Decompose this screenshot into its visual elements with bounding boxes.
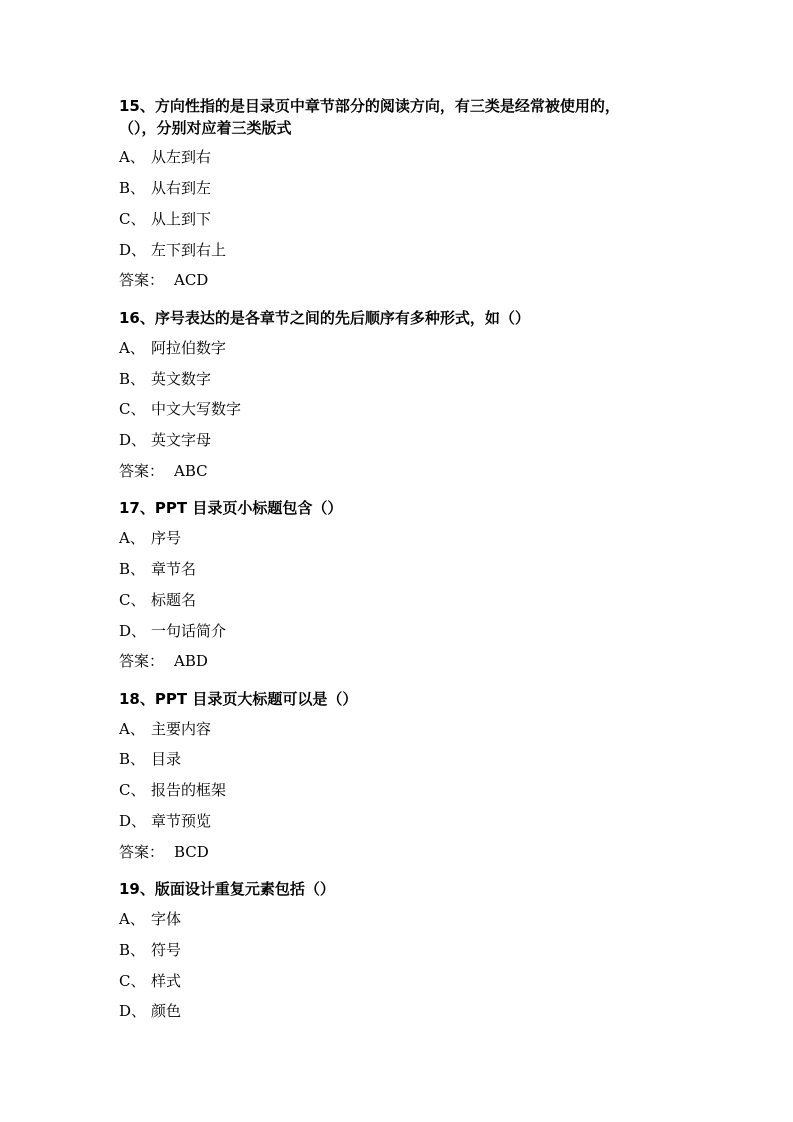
option-text: 从上到下 (151, 210, 212, 228)
question-15-option-c (119, 209, 211, 229)
question-16-option-b (119, 369, 211, 389)
option-letter: B、 (119, 370, 146, 388)
option-text: 章节预览 (151, 812, 212, 830)
answer-label: 答案： (119, 462, 165, 480)
option-letter: D、 (119, 241, 147, 259)
answer-value: ABC (174, 462, 208, 480)
option-text: 中文大写数字 (151, 400, 242, 418)
option-letter: C、 (119, 972, 146, 990)
question-19-title: 19、版面设计重复元素包括（） (119, 880, 335, 898)
question-16-option-a (119, 338, 226, 358)
question-19-option-d (119, 1001, 181, 1021)
option-text: 符号 (151, 941, 182, 959)
question-19-option-a (119, 909, 181, 929)
option-text: 样式 (151, 972, 182, 990)
option-letter: B、 (119, 560, 146, 578)
question-17-option-d (119, 621, 226, 641)
question-17-title: 17、PPT 目录页小标题包含（） (119, 499, 343, 517)
question-19-option-c (119, 971, 181, 991)
question-16-title: 16、序号表达的是各章节之间的先后顺序有多种形式，如（） (119, 309, 530, 327)
option-letter: B、 (119, 941, 146, 959)
option-letter: A、 (119, 148, 145, 166)
question-17-answer (119, 651, 208, 671)
question-16-option-c (119, 399, 241, 419)
option-text: 英文字母 (151, 431, 212, 449)
answer-label: 答案： (119, 843, 165, 861)
question-18-title: 18、PPT 目录页大标题可以是（） (119, 690, 358, 708)
option-text: 颜色 (151, 1002, 182, 1020)
option-text: 阿拉伯数字 (151, 339, 227, 357)
option-letter: A、 (119, 529, 145, 547)
question-18-option-b (119, 749, 181, 769)
option-letter: D、 (119, 431, 147, 449)
option-letter: B、 (119, 179, 146, 197)
question-17-option-c (119, 590, 196, 610)
option-letter: B、 (119, 750, 146, 768)
question-17-option-a (119, 528, 181, 548)
option-text: 从右到左 (151, 179, 212, 197)
option-letter: A、 (119, 910, 145, 928)
question-18-option-a (119, 719, 211, 739)
answer-label: 答案： (119, 652, 165, 670)
question-18-answer (119, 842, 209, 862)
option-letter: A、 (119, 339, 145, 357)
answer-value: ACD (174, 271, 209, 289)
option-text: 标题名 (151, 591, 197, 609)
option-letter: D、 (119, 622, 147, 640)
option-letter: C、 (119, 781, 146, 799)
option-letter: D、 (119, 812, 147, 830)
question-16-answer (119, 461, 208, 481)
question-19-option-b (119, 940, 181, 960)
answer-value: BCD (174, 843, 209, 861)
option-letter: D、 (119, 1002, 147, 1020)
question-18-option-c (119, 780, 226, 800)
answer-label: 答案： (119, 271, 165, 289)
option-letter: A、 (119, 720, 145, 738)
question-15-title-line-1: 15、方向性指的是目录页中章节部分的阅读方向，有三类是经常被使用的， (119, 97, 620, 115)
option-text: 从左到右 (151, 148, 212, 166)
option-letter: C、 (119, 591, 146, 609)
option-text: 左下到右上 (151, 241, 227, 259)
option-text: 章节名 (151, 560, 197, 578)
question-15-option-b (119, 178, 211, 198)
option-text: 目录 (151, 750, 182, 768)
option-letter: C、 (119, 400, 146, 418)
question-18-option-d (119, 811, 211, 831)
answer-value: ABD (174, 652, 208, 670)
option-text: 序号 (151, 529, 182, 547)
question-15-title-line-2: （），分别对应着三类版式 (119, 119, 292, 137)
question-16-option-d (119, 430, 211, 450)
option-text: 报告的框架 (151, 781, 227, 799)
question-17-option-b (119, 559, 196, 579)
question-15-option-a (119, 147, 211, 167)
question-15-option-d (119, 240, 226, 260)
option-text: 一句话简介 (151, 622, 227, 640)
option-text: 主要内容 (151, 720, 212, 738)
option-text: 字体 (151, 910, 182, 928)
option-text: 英文数字 (151, 370, 212, 388)
option-letter: C、 (119, 210, 146, 228)
question-15-answer (119, 270, 208, 290)
